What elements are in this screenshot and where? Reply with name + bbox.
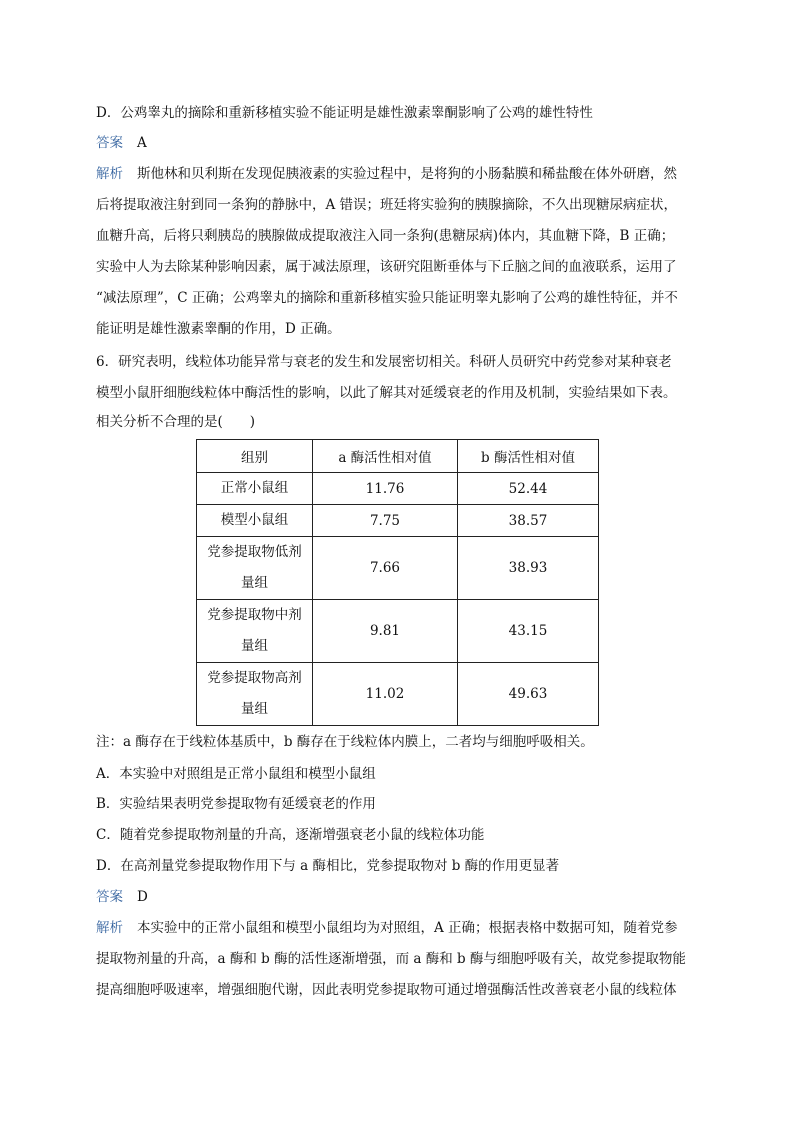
q6-analysis-line: 提高细胞呼吸速率，增强细胞代谢，因此表明党参提取物可通过增强酶活性改善衰老小鼠的线粒体 — [96, 982, 677, 998]
table-row — [197, 473, 599, 505]
cell-b-value: 38.93 — [457, 537, 598, 600]
cell-a-value: 7.75 — [313, 505, 458, 537]
answer-label: 答案 — [96, 889, 123, 905]
table-row — [197, 663, 599, 726]
cell-b-value: 38.57 — [457, 505, 598, 537]
q6-option-a: A．本实验中对照组是正常小鼠组和模型小鼠组 — [96, 766, 376, 782]
cell-b-value: 43.15 — [457, 600, 598, 663]
q6-option-c: C．随着党参提取物剂量的升高，逐渐增强衰老小鼠的线粒体功能 — [96, 827, 485, 843]
cell-b-value: 52.44 — [457, 473, 598, 505]
table-row — [197, 600, 599, 663]
q6-answer — [96, 888, 148, 906]
cell-a-value: 11.76 — [313, 473, 458, 505]
q5-answer — [96, 134, 147, 152]
q5-analysis-line: 后将提取液注射到同一条狗的静脉中，A 错误；班廷将实验狗的胰腺摘除，不久出现糖尿病症状， — [96, 197, 678, 213]
q6-analysis-line — [96, 919, 678, 937]
q5-analysis-line — [96, 165, 677, 183]
q6-analysis-line: 提取物剂量的升高，a 酶和 b 酶的活性逐渐增强，而 a 酶和 b 酶与细胞呼吸有关，故党参提取物能 — [96, 951, 686, 967]
q6-stem-line: 模型小鼠肝细胞线粒体中酶活性的影响，以此了解其对延缓衰老的作用及机制，实验结果如下表。 — [96, 385, 677, 401]
table-note: 注：a 酶存在于线粒体基质中，b 酶存在于线粒体内膜上，二者均与细胞呼吸相关。 — [96, 734, 594, 750]
answer-value: D — [137, 889, 148, 905]
cell-group: 模型小鼠组 — [197, 505, 313, 537]
analysis-text: 斯他林和贝利斯在发现促胰液素的实验过程中，是将狗的小肠黏膜和稀盐酸在体外研磨，然 — [137, 166, 677, 182]
analysis-label: 解析 — [96, 920, 123, 936]
cell-group: 党参提取物中剂 量组 — [197, 600, 313, 663]
analysis-label: 解析 — [96, 166, 123, 182]
table-row — [197, 505, 599, 537]
q6-option-b: B．实验结果表明党参提取物有延缓衰老的作用 — [96, 796, 376, 812]
analysis-text: 本实验中的正常小鼠组和模型小鼠组均为对照组，A 正确；根据表格中数据可知，随着党参 — [137, 920, 678, 936]
q6-option-d: D．在高剂量党参提取物作用下与 a 酶相比，党参提取物对 b 酶的作用更显著 — [96, 858, 560, 874]
cell-group: 党参提取物高剂 量组 — [197, 663, 313, 726]
table-row — [197, 537, 599, 600]
enzyme-activity-table — [196, 439, 599, 726]
header-a-enzyme: a 酶活性相对值 — [313, 440, 458, 473]
cell-a-value: 11.02 — [313, 663, 458, 726]
header-group: 组别 — [197, 440, 313, 473]
answer-label: 答案 — [96, 135, 123, 151]
cell-group: 正常小鼠组 — [197, 473, 313, 505]
table-header-row — [197, 440, 599, 473]
q6-stem-line: 相关分析不合理的是( ) — [96, 414, 256, 430]
cell-b-value: 49.63 — [457, 663, 598, 726]
q5-analysis-line: 血糖升高，后将只剩胰岛的胰腺做成提取液注入同一条狗(患糖尿病)体内，其血糖下降，B 正确； — [96, 228, 675, 244]
q5-option-d: D．公鸡睾丸的摘除和重新移植实验不能证明是雄性激素睾酮影响了公鸡的雄性特性 — [96, 105, 593, 121]
q5-analysis-line: 实验中人为去除某种影响因素，属于减法原理，该研究阻断垂体与下丘脑之间的血液联系，运用了 — [96, 259, 677, 275]
q5-analysis-line: “减法原理”，C 正确；公鸡睾丸的摘除和重新移植实验只能证明睾丸影响了公鸡的雄性特征，并不 — [96, 290, 678, 306]
q5-analysis-line: 能证明是雄性激素睾酮的作用，D 正确。 — [96, 321, 341, 337]
answer-value: A — [137, 135, 147, 151]
q6-stem-line: 6．研究表明，线粒体功能异常与衰老的发生和发展密切相关。科研人员研究中药党参对某种衰老 — [96, 354, 672, 370]
cell-a-value: 9.81 — [313, 600, 458, 663]
cell-group: 党参提取物低剂 量组 — [197, 537, 313, 600]
header-b-enzyme: b 酶活性相对值 — [457, 440, 598, 473]
cell-a-value: 7.66 — [313, 537, 458, 600]
